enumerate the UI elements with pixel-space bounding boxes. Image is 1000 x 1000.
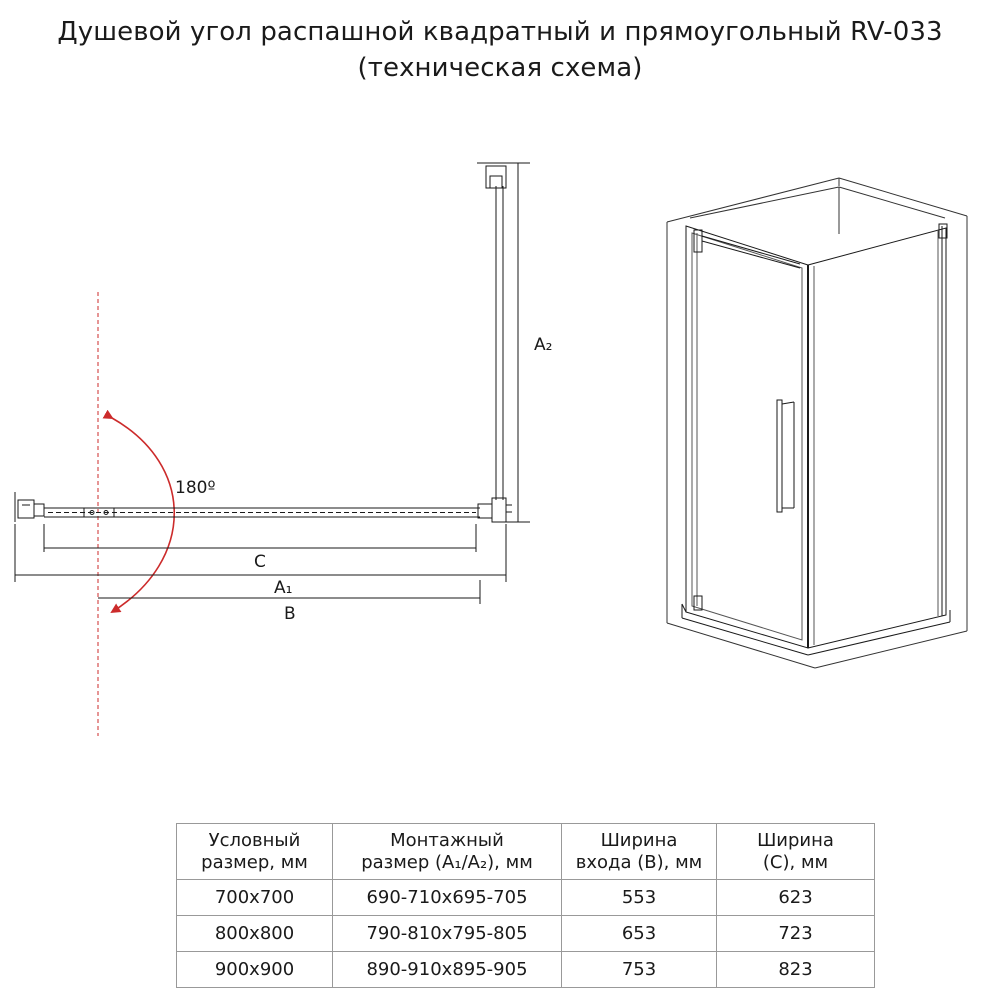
cell-entrance-width: 753 — [562, 952, 717, 988]
shower-base — [682, 604, 950, 655]
cell-entrance-width: 553 — [562, 880, 717, 916]
header-mounting-size: Монтажный размер (A₁/A₂), мм — [333, 824, 562, 880]
header-width-c: Ширина (C), мм — [717, 824, 875, 880]
plan-view — [15, 163, 530, 736]
door-panel — [686, 226, 808, 648]
title-line-2: (техническая схема) — [357, 53, 643, 83]
cell-entrance-width: 653 — [562, 916, 717, 952]
cell-width-c: 623 — [717, 880, 875, 916]
header-entrance-width: Ширина входа (B), мм — [562, 824, 717, 880]
room-walls — [667, 178, 967, 668]
corner-post-plan — [478, 498, 512, 522]
label-angle: 180º — [175, 478, 216, 498]
cell-nominal-size: 900x900 — [177, 952, 333, 988]
cell-mounting-size: 890-910x895-905 — [333, 952, 562, 988]
label-a2: A₂ — [534, 335, 553, 355]
table-row — [177, 916, 875, 952]
side-panel — [808, 224, 947, 648]
table-header-row — [177, 824, 875, 880]
table-row — [177, 880, 875, 916]
cell-width-c: 823 — [717, 952, 875, 988]
label-b: B — [284, 604, 296, 624]
title-line-1: Душевой угол распашной квадратный и прямоугольный RV-033 — [57, 17, 943, 47]
side-glass-plan — [477, 163, 530, 500]
cell-width-c: 723 — [717, 916, 875, 952]
cell-mounting-size: 690-710x695-705 — [333, 880, 562, 916]
label-a1: A₁ — [274, 578, 293, 598]
left-wall-bracket — [15, 492, 44, 522]
cell-mounting-size: 790-810x795-805 — [333, 916, 562, 952]
door-handle — [777, 400, 794, 512]
dimension-line-c — [44, 524, 476, 552]
table-row — [177, 952, 875, 988]
cell-nominal-size: 800x800 — [177, 916, 333, 952]
swing-arc — [112, 418, 174, 612]
label-c: C — [254, 552, 266, 572]
perspective-view — [667, 178, 967, 668]
cell-nominal-size: 700x700 — [177, 880, 333, 916]
dimensions-table — [176, 823, 875, 988]
door-glass-plan — [44, 508, 480, 517]
header-nominal-size: Условный размер, мм — [177, 824, 333, 880]
